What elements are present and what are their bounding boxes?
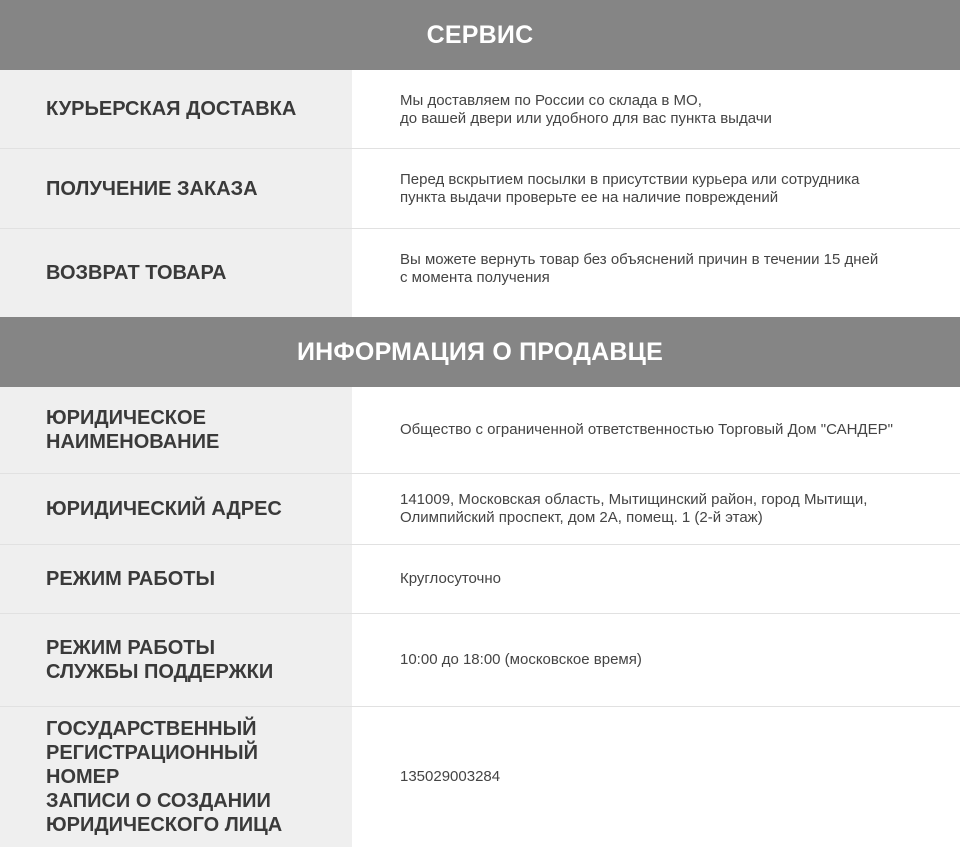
row-label: РЕЖИМ РАБОТЫ	[0, 545, 352, 613]
row-value: Вы можете вернуть товар без объяснений причин в течении 15 дней с момента получения	[400, 251, 879, 286]
row-value: Общество с ограниченной ответственностью Торговый Дом "САНДЕР"	[400, 421, 893, 438]
row-label: ВОЗВРАТ ТОВАРА	[0, 229, 352, 317]
info-row-return	[0, 229, 960, 317]
seller-header: ИНФОРМАЦИЯ О ПРОДАВЦЕ	[0, 317, 960, 387]
info-row-legal-address	[0, 474, 960, 545]
info-row-registration-number	[0, 707, 960, 847]
row-value: 141009, Московская область, Мытищинский район, город Мытищи, Олимпийский проспект, дом 2А, помещ. 1 (2-й этаж)	[400, 491, 868, 526]
service-section	[0, 0, 960, 317]
row-label: РЕЖИМ РАБОТЫ СЛУЖБЫ ПОДДЕРЖКИ	[0, 614, 352, 706]
row-value: 10:00 до 18:00 (московское время)	[400, 651, 642, 668]
row-value: Мы доставляем по России со склада в МО, до вашей двери или удобного для вас пункта выдачи	[400, 92, 772, 127]
row-value: Перед вскрытием посылки в присутствии курьера или сотрудника пункта выдачи проверьте ее на наличие повреждений	[400, 171, 860, 206]
info-row-order-receipt	[0, 149, 960, 229]
seller-section	[0, 317, 960, 847]
row-value: Круглосуточно	[400, 570, 501, 587]
info-row-working-hours	[0, 545, 960, 614]
info-row-support-hours	[0, 614, 960, 707]
row-label: КУРЬЕРСКАЯ ДОСТАВКА	[0, 70, 352, 148]
row-label: ПОЛУЧЕНИЕ ЗАКАЗА	[0, 149, 352, 228]
info-row-courier-delivery	[0, 70, 960, 149]
row-value: 135029003284	[400, 768, 501, 785]
service-header: СЕРВИС	[0, 0, 960, 70]
row-label: ГОСУДАРСТВЕННЫЙ РЕГИСТРАЦИОННЫЙ НОМЕР ЗАПИСИ О СОЗДАНИИ ЮРИДИЧЕСКОГО ЛИЦА	[0, 707, 352, 847]
row-label: ЮРИДИЧЕСКОЕ НАИМЕНОВАНИЕ	[0, 387, 352, 473]
info-row-legal-name	[0, 387, 960, 474]
row-label: ЮРИДИЧЕСКИЙ АДРЕС	[0, 474, 352, 544]
